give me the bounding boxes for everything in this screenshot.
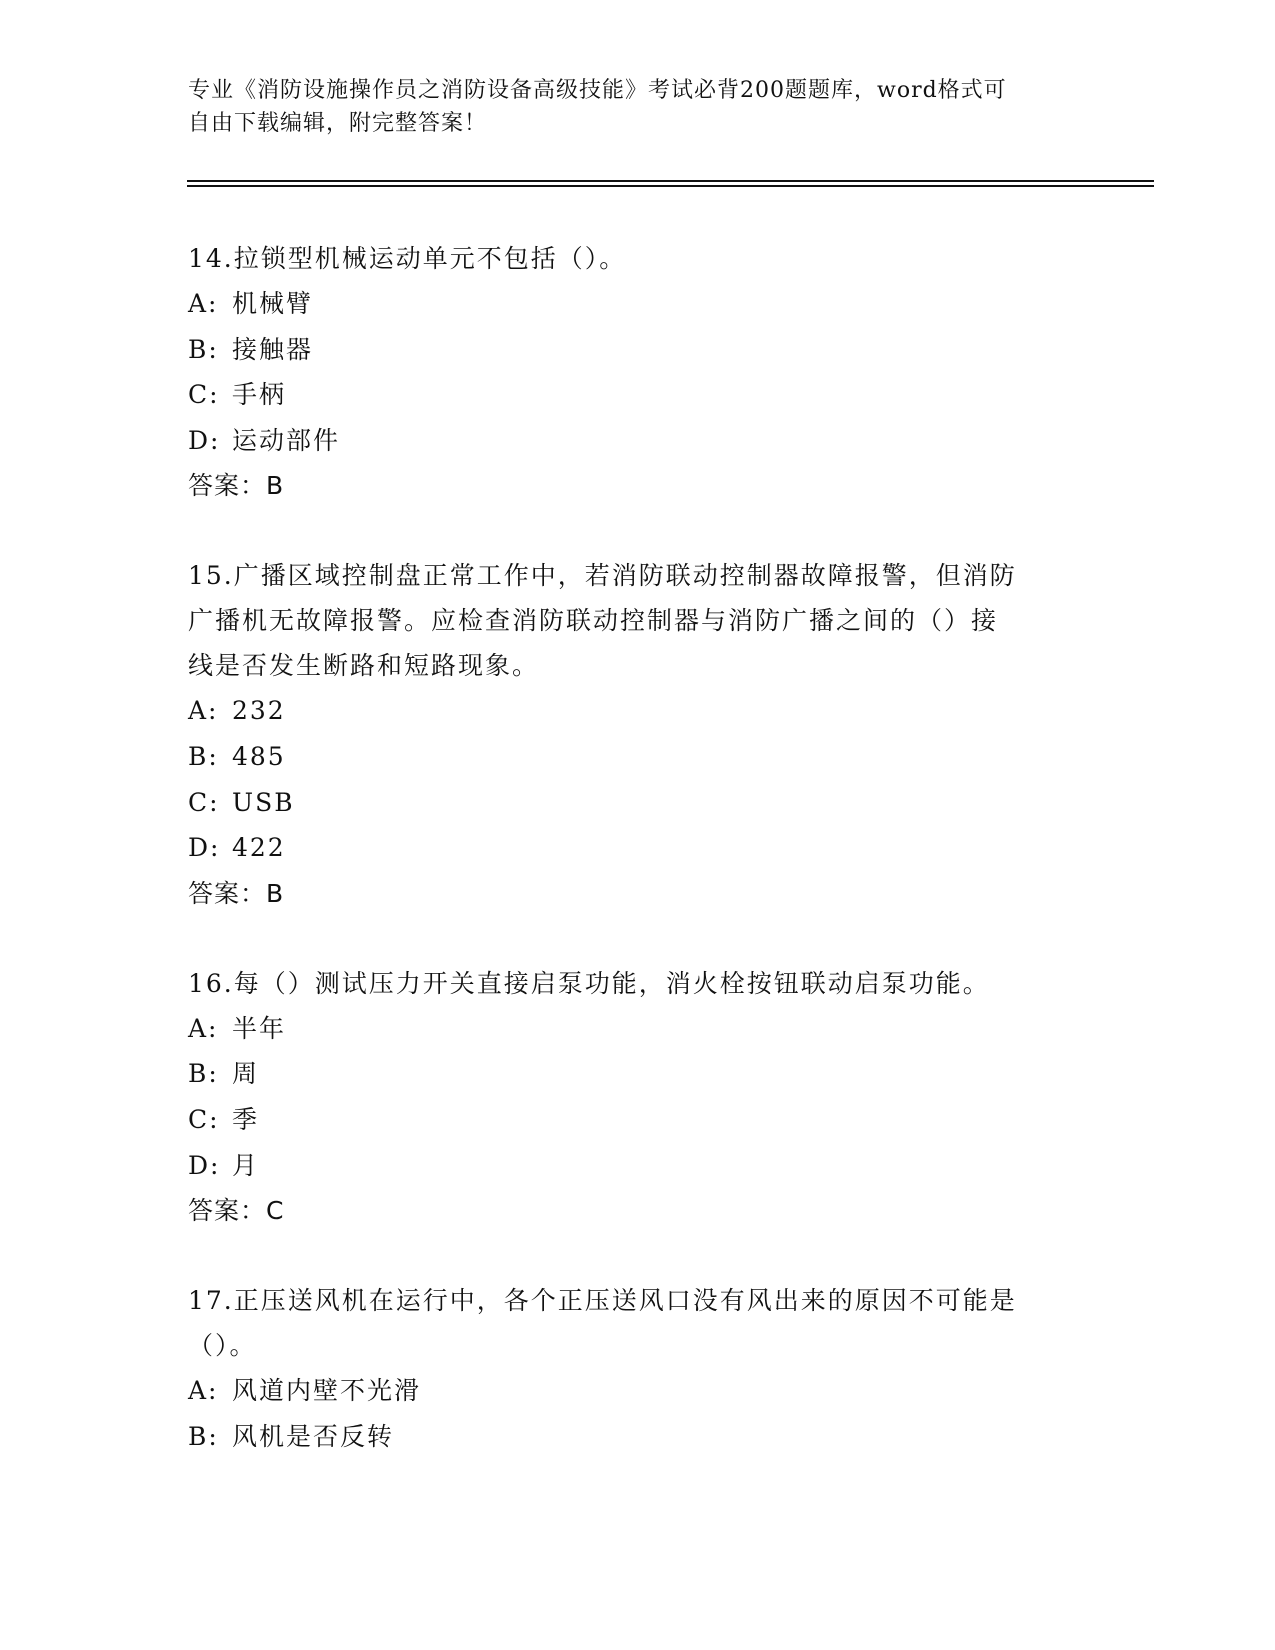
option-a: [188, 1368, 1088, 1414]
option-b: [188, 1414, 1088, 1460]
question-text-line: 广播机无故障报警。应检查消防联动控制器与消防广播之间的（）接: [188, 606, 999, 636]
question-text: 14.拉锁型机械运动单元不包括（）。: [188, 244, 627, 273]
option-b: [188, 327, 1088, 373]
option-text: 月: [232, 1150, 260, 1180]
option-letter: C:: [188, 380, 220, 410]
question-16: [188, 961, 1088, 1233]
answer: 答案：B: [188, 471, 285, 501]
question-list: [188, 236, 1088, 1504]
option-text: USB: [232, 787, 295, 817]
option-a: [188, 281, 1088, 327]
option-letter: B:: [188, 1059, 219, 1089]
option-letter: D:: [188, 1150, 221, 1180]
option-text: 周: [232, 1059, 260, 1089]
question-14: [188, 236, 1088, 508]
question-15: [188, 553, 1088, 915]
option-letter: D:: [188, 833, 221, 863]
answer: 答案：B: [188, 878, 285, 908]
option-text: 422: [232, 833, 286, 863]
option-a: [188, 1006, 1088, 1052]
question-text-line: （）。: [188, 1331, 257, 1361]
option-c: [188, 1097, 1088, 1143]
option-text: 半年: [232, 1013, 287, 1043]
intro-line-2: 自由下载编辑，附完整答案！: [188, 111, 488, 136]
option-text: 接触器: [232, 334, 314, 364]
option-text: 手柄: [232, 380, 287, 410]
option-letter: A:: [188, 1376, 219, 1406]
option-letter: A:: [188, 1013, 219, 1043]
option-d: [188, 418, 1088, 464]
question-17: [188, 1278, 1088, 1459]
option-letter: C:: [188, 787, 220, 817]
option-letter: B:: [188, 1421, 219, 1451]
option-d: [188, 1143, 1088, 1189]
header-divider-top: [187, 180, 1154, 182]
header-divider-bottom: [187, 185, 1154, 187]
option-b: [188, 1051, 1088, 1097]
option-text: 485: [232, 741, 286, 771]
intro-line-1: 专业《消防设施操作员之消防设备高级技能》考试必背200题题库，word格式可: [188, 78, 1007, 103]
answer: 答案：C: [188, 1196, 285, 1226]
option-text: 季: [232, 1104, 260, 1134]
option-text: 运动部件: [232, 425, 341, 455]
option-text: 风机是否反转: [232, 1421, 395, 1451]
option-letter: D:: [188, 425, 221, 455]
option-c: [188, 780, 1088, 826]
question-text-line: 15.广播区域控制盘正常工作中，若消防联动控制器故障报警，但消防: [188, 561, 1017, 591]
option-letter: A:: [188, 289, 219, 318]
option-text: 风道内壁不光滑: [232, 1376, 422, 1406]
option-letter: A:: [188, 696, 219, 726]
option-letter: B:: [188, 741, 219, 771]
document-intro: [188, 74, 1068, 140]
option-text: 232: [232, 696, 286, 726]
option-text: 机械臂: [232, 289, 314, 318]
option-b: [188, 734, 1088, 780]
question-text-line: 17.正压送风机在运行中，各个正压送风口没有风出来的原因不可能是: [188, 1286, 1017, 1316]
option-a: [188, 688, 1088, 734]
option-letter: C:: [188, 1104, 220, 1134]
option-c: [188, 372, 1088, 418]
option-d: [188, 825, 1088, 871]
option-letter: B:: [188, 334, 219, 364]
question-text: 16.每（）测试压力开关直接启泵功能，消火栓按钮联动启泵功能。: [188, 968, 990, 998]
question-text-line: 线是否发生断路和短路现象。: [188, 651, 540, 681]
